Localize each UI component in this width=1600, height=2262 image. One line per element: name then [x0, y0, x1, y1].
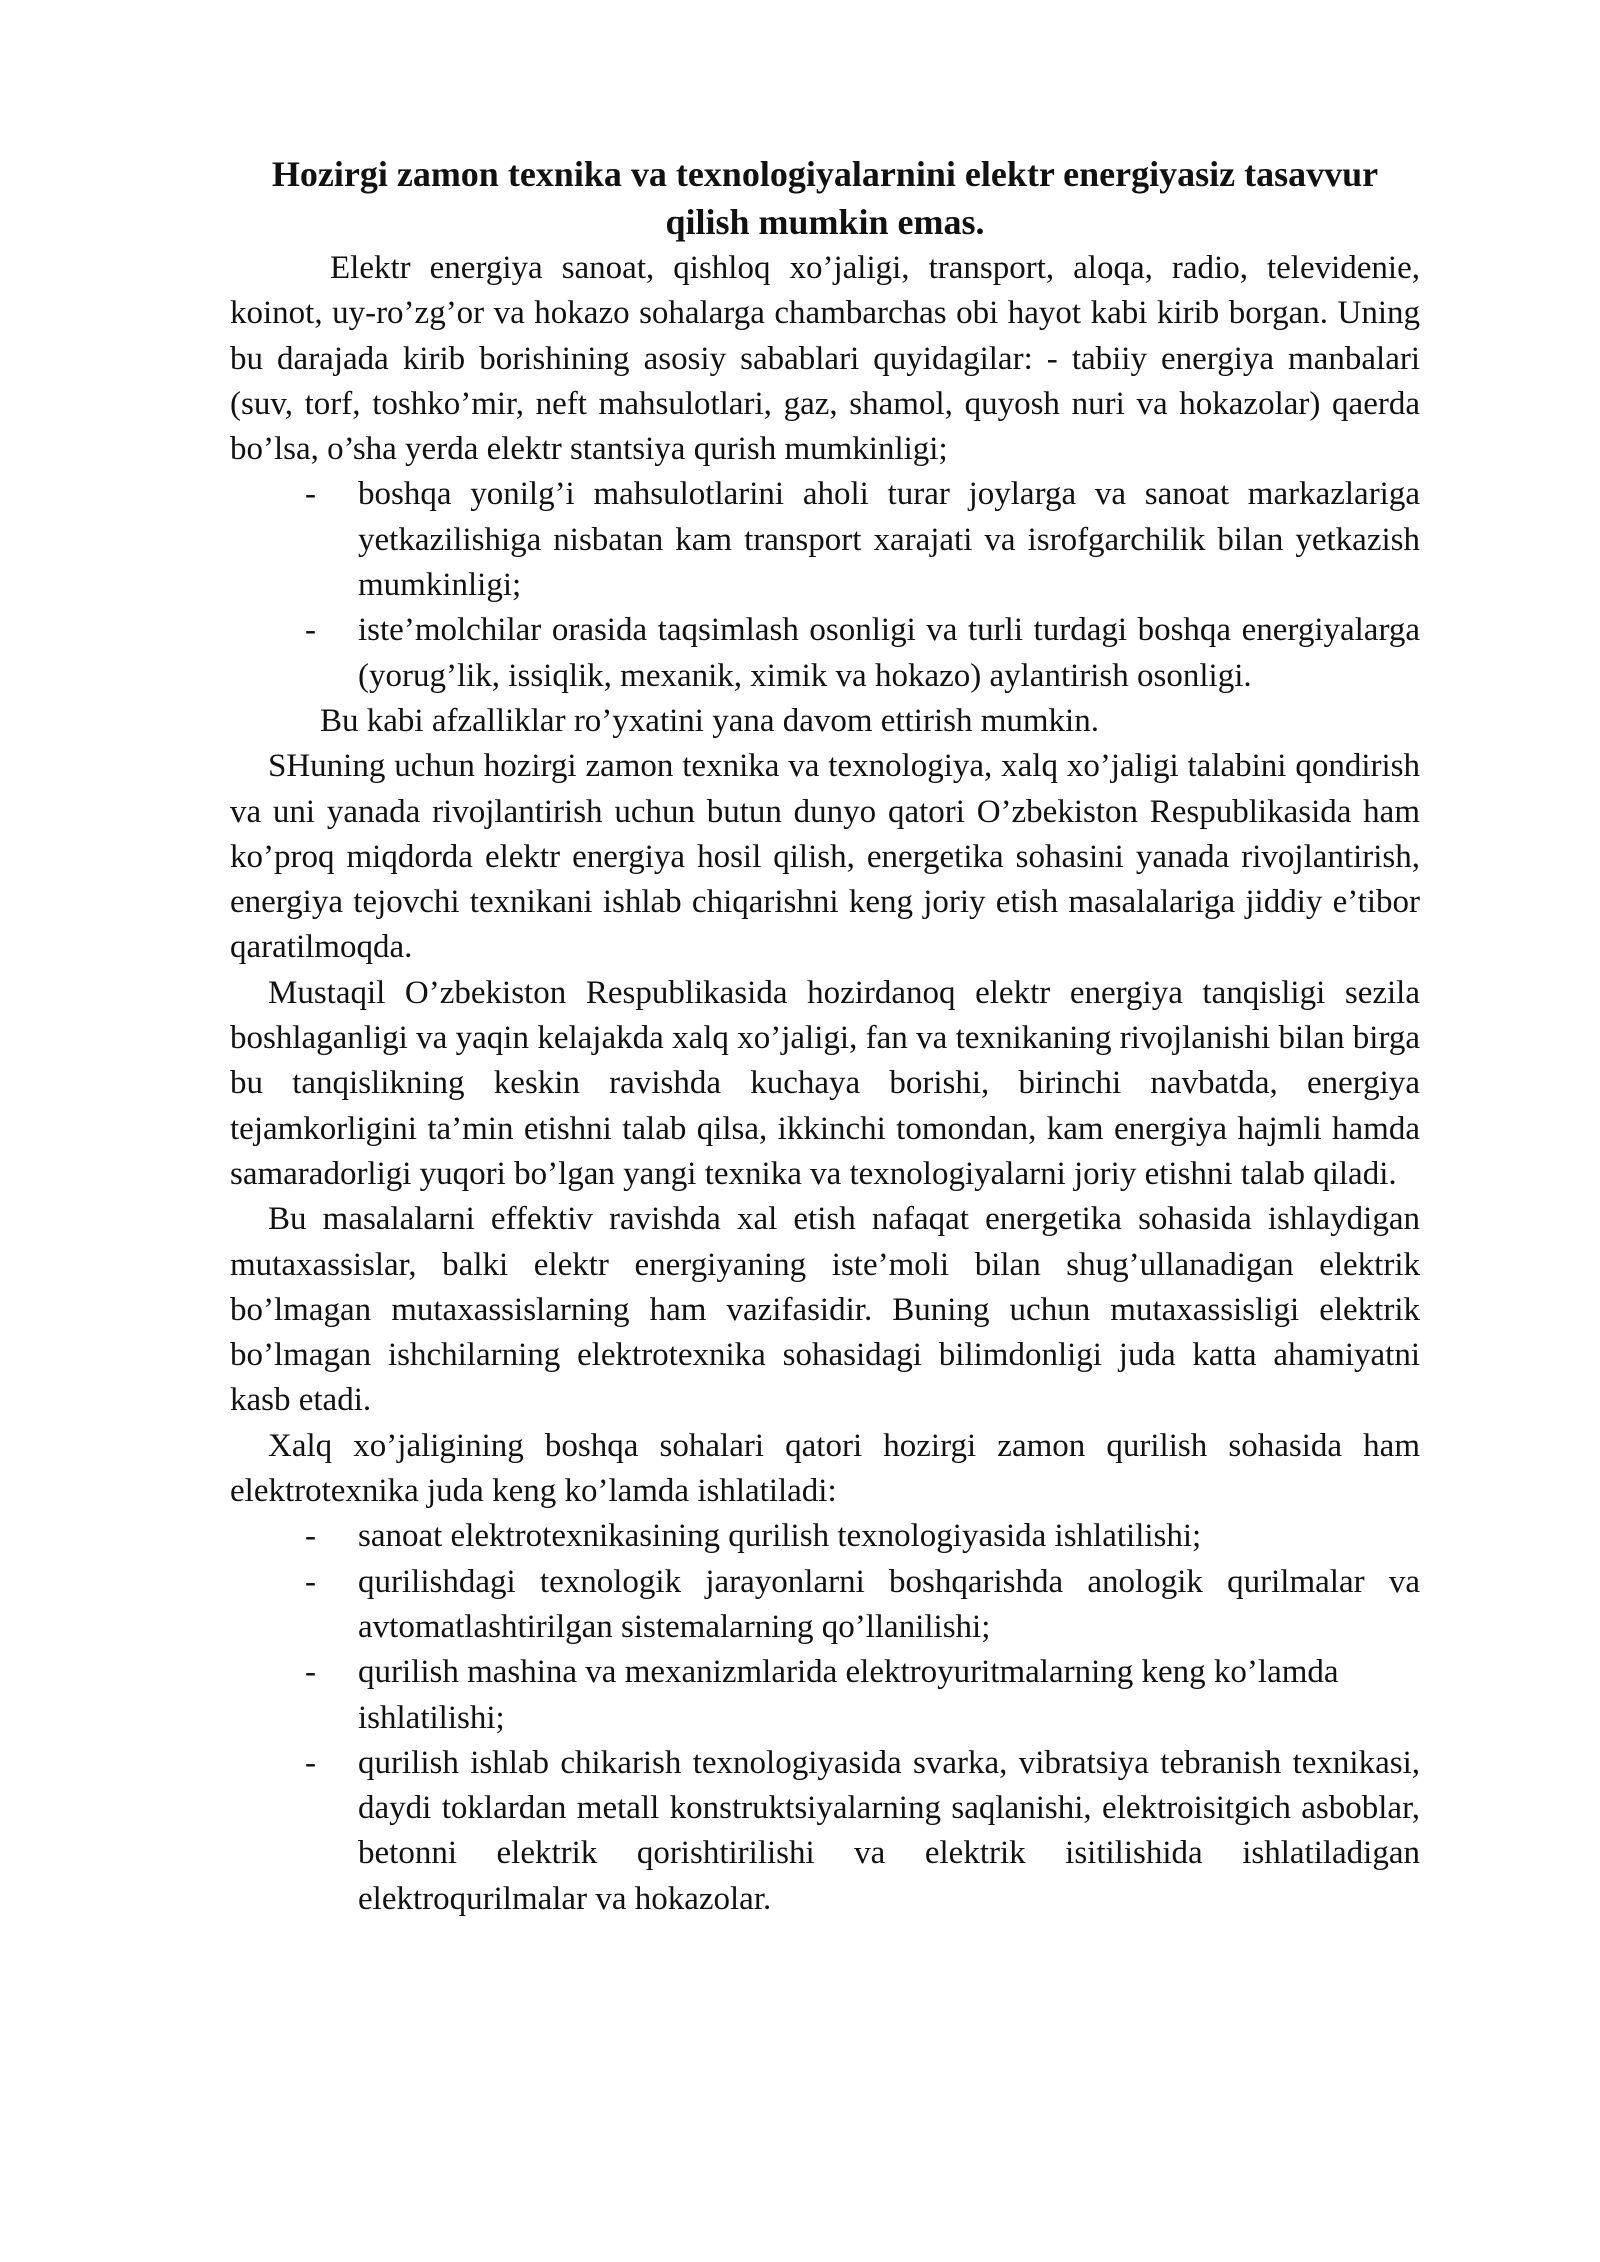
- list-dash: -: [305, 476, 316, 513]
- after-list-paragraph: Bu kabi afzalliklar ro’yxatini yana davom ettirish mumkin.: [320, 702, 1099, 739]
- intro-paragraph: Elektr energiya sanoat, qishloq xo’jaligi, transport, aloqa, radio, televidenie, koinot, uy-ro’zg’or va hokazo sohalarga chambarchas obi hayot kabi kirib borgan. Uning bu darajada kirib borishining asosiy sabablari quyidagilar: - tabiiy energiya manbalari (suv, torf, toshko’mir, neft mahsulotlari, gaz, shamol, quyosh nuri va hokazolar) qaerda bo’lsa, o’sha yerda elektr stantsiya qurish mumkinligi;: [230, 250, 1420, 468]
- document-body: [230, 150, 1420, 1922]
- list-dash: -: [305, 1744, 316, 1781]
- paragraph: Mustaqil O’zbekiston Respublikasida hozirdanoq elektr energiya tanqisligi sezila boshlaganligi va yaqin kelajakda xalq xo’jaligi, fan va texnikaning rivojlanishi bilan birga bu tanqislikning keskin ravishda kuchaya borishi, birinchi navbatda, energiya tejamkorligini ta’min etishni talab qilsa, ikkinchi tomondan, kam energiya hajmli hamda samaradorligi yuqori bo’lgan yangi texnika va texnologiyalarni joriy etishni talab qiladi.: [230, 974, 1420, 1192]
- construction-uses-list: [230, 1514, 1420, 1922]
- paragraph: SHuning uchun hozirgi zamon texnika va texnologiya, xalq xo’jaligi talabini qondirish va uni yanada rivojlantirish uchun butun dunyo qatori O’zbekiston Respublikasida ham ko’proq miqdorda elektr energiya hosil qilish, energetika sohasini yanada rivojlantirish, energiya tejovchi texnikani ishlab chiqarishni keng joriy etish masalalariga jiddiy e’tibor qaratilmoqda.: [230, 748, 1420, 966]
- list-dash: -: [305, 612, 316, 649]
- list-item: - qurilishdagi texnologik jarayonlarni boshqarishda anologik qurilmalar va avtomatlashtirilgan sistemalarning qo’llanilishi;: [230, 1560, 1420, 1651]
- paragraph: Bu masalalarni effektiv ravishda xal etish nafaqat energetika sohasida ishlaydigan mutaxassislar, balki elektr energiyaning iste’moli bilan shug’ullanadigan elektrik bo’lmagan mutaxassislarning ham vazifasidir. Buning uchun mutaxassisligi elektrik bo’lmagan ishchilarning elektrotexnika sohasidagi bilimdonligi juda katta ahamiyatni kasb etadi.: [230, 1201, 1420, 1419]
- paragraph: Xalq xo’jaligining boshqa sohalari qatori hozirgi zamon qurilish sohasida ham elektrotexnika juda keng ko’lamda ishlatiladi:: [230, 1427, 1420, 1510]
- list-item: - qurilish ishlab chikarish texnologiyasida svarka, vibratsiya tebranish texnikasi, daydi toklardan metall konstruktsiyalarning saqlanishi, elektroisitgich asboblar, betonni elektrik qorishtirilishi va elektrik isitilishida ishlatiladigan elektroqurilmalar va hokazolar.: [230, 1741, 1420, 1922]
- list-item-continuation: ishlatilishi;: [358, 1699, 505, 1736]
- advantages-list: [230, 472, 1420, 698]
- page-title: Hozirgi zamon texnika va texnologiyalarnini elektr energiyasiz tasavvur qilish mumkin emas.: [271, 154, 1379, 242]
- list-item: - sanoat elektrotexnikasining qurilish texnologiyasida ishlatilishi;: [230, 1514, 1420, 1559]
- list-item: - boshqa yonilg’i mahsulotlarini aholi turar joylarga va sanoat markazlariga yetkazilishiga nisbatan kam transport xarajati va isrofgarchilik bilan yetkazish mumkinligi;: [230, 472, 1420, 608]
- list-dash: -: [305, 1563, 316, 1600]
- list-dash: -: [305, 1654, 316, 1691]
- list-dash: -: [305, 1518, 316, 1555]
- list-item: - qurilish mashina va mexanizmlarida elektroyuritmalarning keng ko’lamda ishlatilishi;: [230, 1650, 1420, 1741]
- list-item: - iste’molchilar orasida taqsimlash osonligi va turli turdagi boshqa energiyalarga (yorug’lik, issiqlik, mexanik, ximik va hokazo) aylantirish osonligi.: [230, 608, 1420, 699]
